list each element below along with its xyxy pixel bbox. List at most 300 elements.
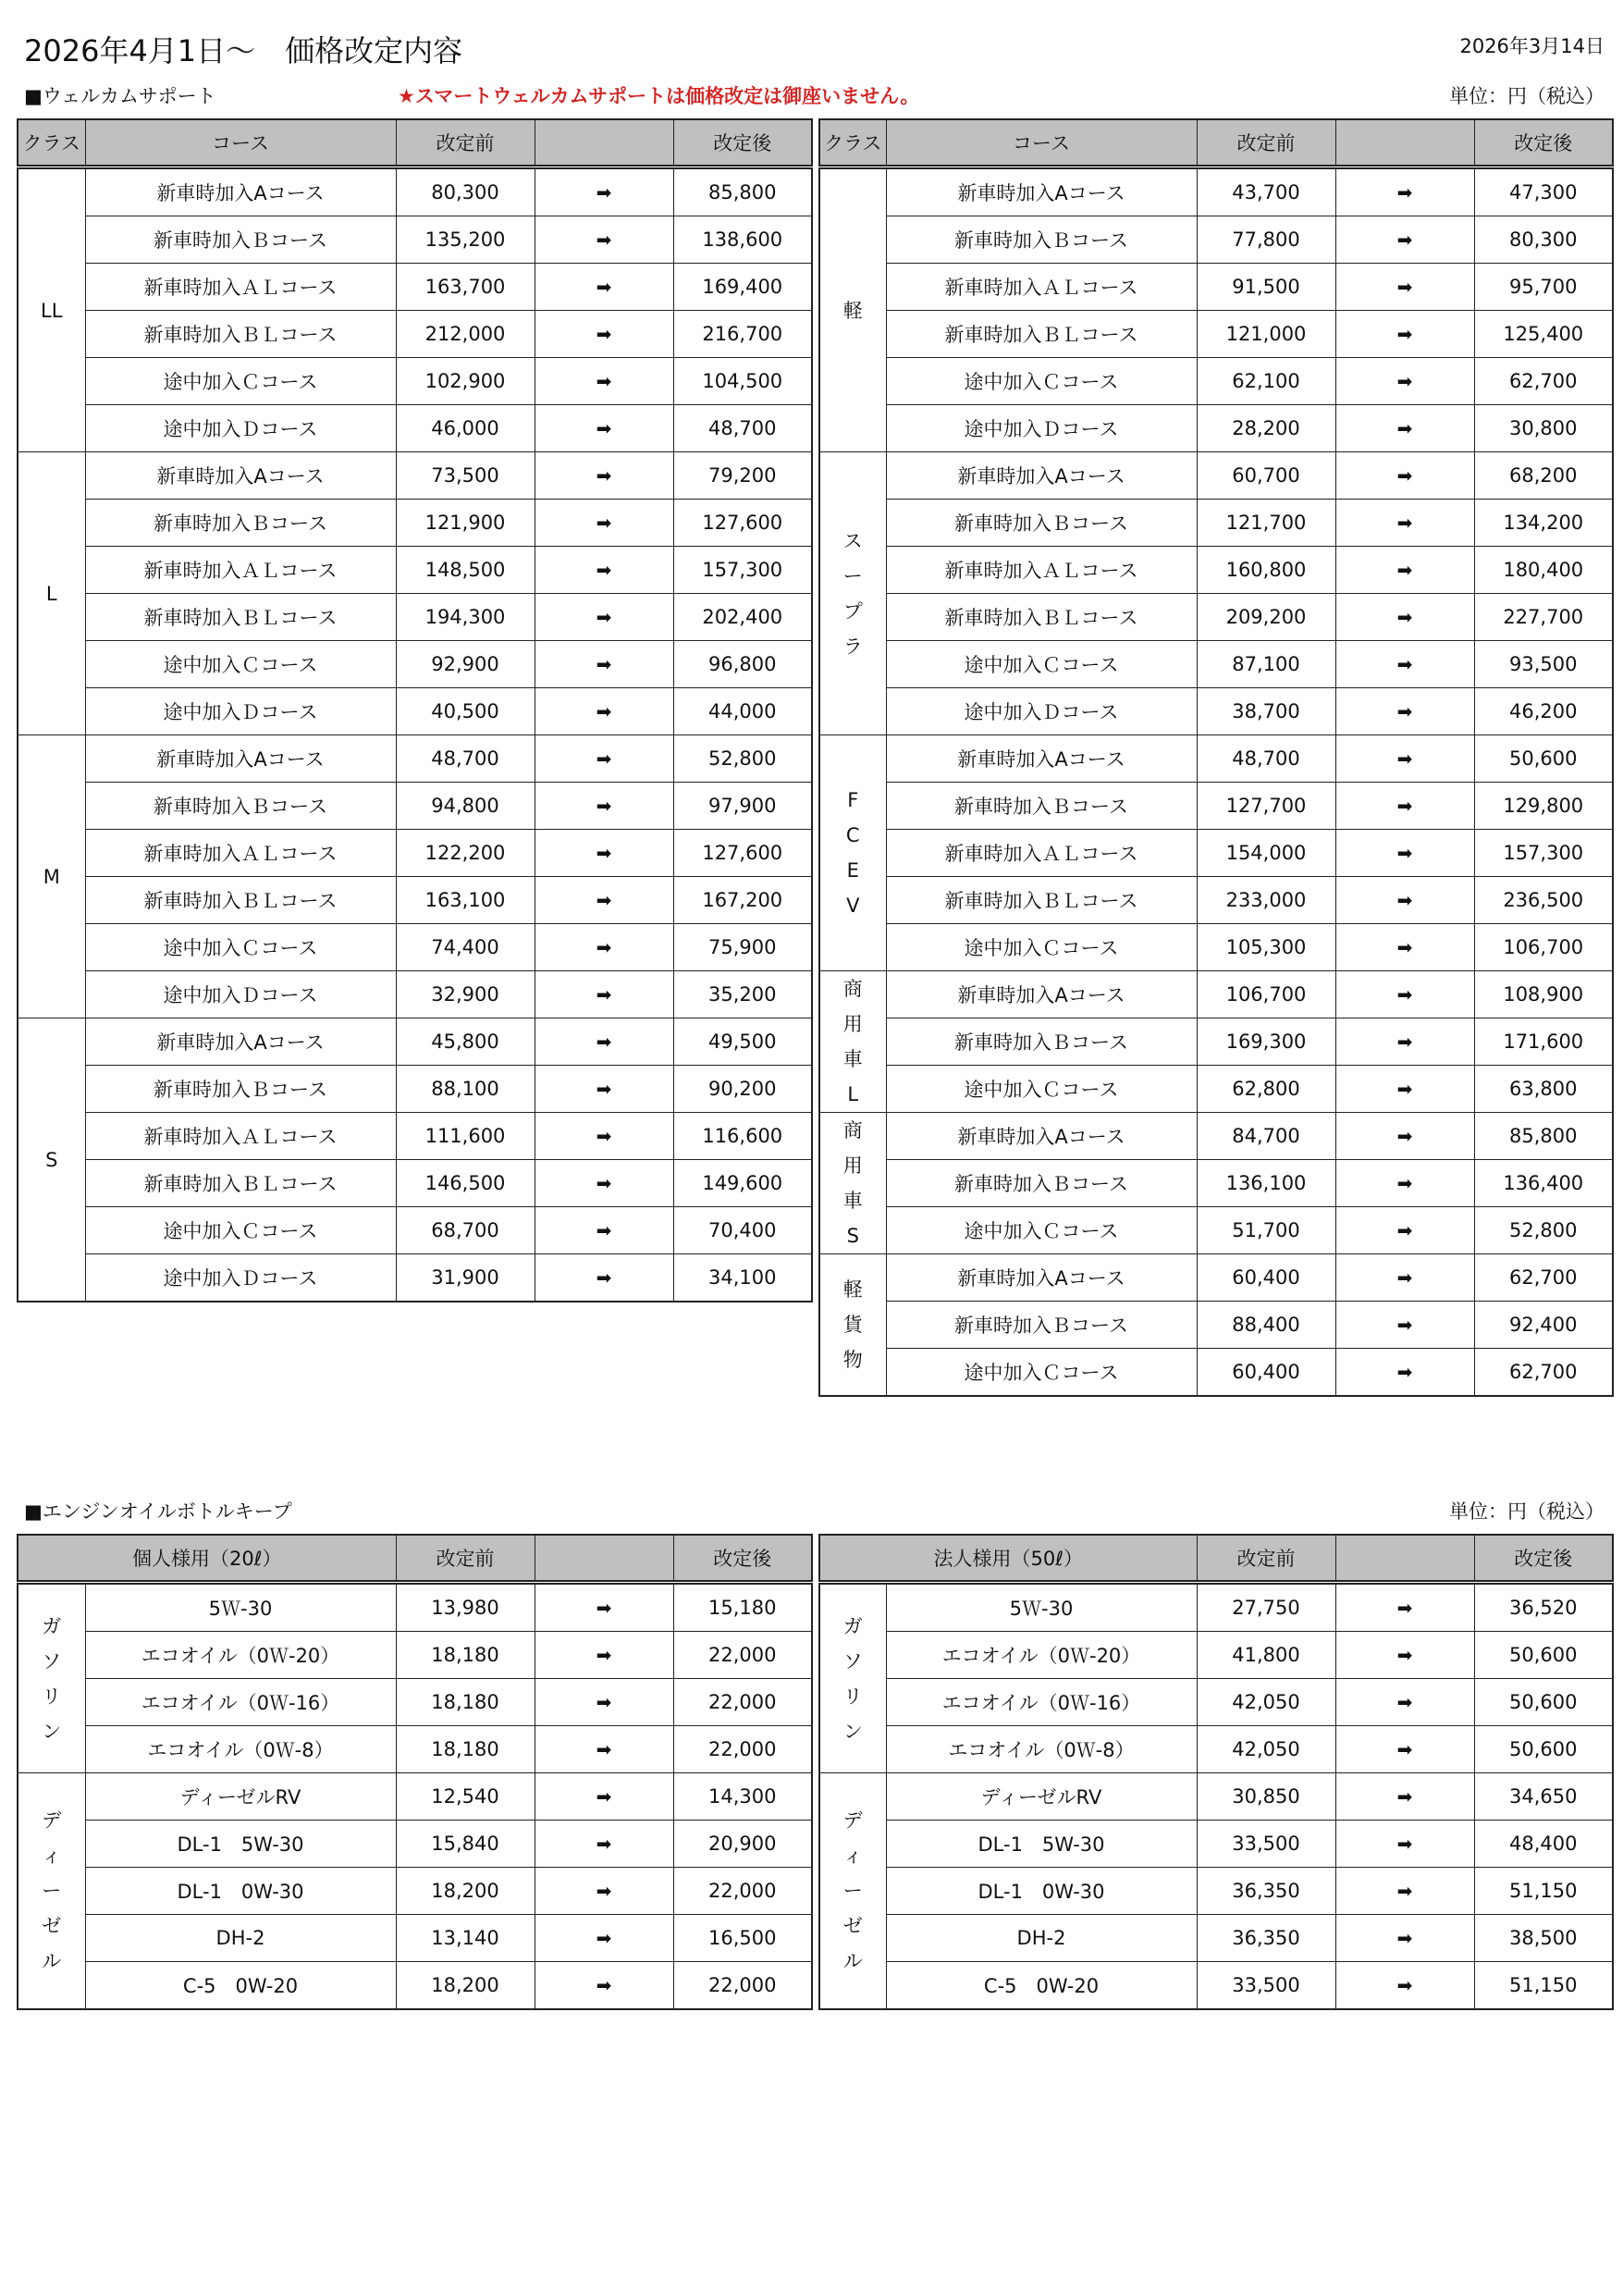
course-cell: 新車時加入ＢＬコース [85,1160,396,1207]
table-row [18,735,812,783]
course-cell: 新車時加入ＡＬコース [886,830,1197,877]
table-row [819,971,1613,1018]
price-before: 18,180 [396,1632,535,1679]
price-after: 38,500 [1474,1915,1613,1962]
price-after: 227,700 [1474,594,1613,641]
course-cell: 新車時加入Aコース [886,735,1197,783]
table-row [819,1207,1613,1254]
price-before: 46,000 [396,405,535,452]
smart-welcome-note: ★スマートウェルカムサポートは価格改定は御座いません。 [398,85,920,107]
price-after: 16,500 [673,1915,812,1962]
col-before: 改定前 [1197,1535,1335,1583]
course-cell: DH-2 [85,1915,396,1962]
price-after: 96,800 [673,641,812,688]
arrow-icon: ➡ [1335,1868,1474,1915]
price-after: 62,700 [1474,1349,1613,1397]
course-cell: エコオイル（0Ｗ-16） [886,1679,1197,1726]
price-after: 216,700 [673,311,812,358]
arrow-icon: ➡ [1335,1302,1474,1349]
price-before: 18,200 [396,1962,535,2010]
price-before: 80,300 [396,167,535,216]
price-after: 22,000 [673,1632,812,1679]
table-row [18,452,812,500]
price-after: 14,300 [673,1773,812,1821]
course-cell: 途中加入Ｃコース [85,358,396,405]
price-before: 13,140 [396,1915,535,1962]
table-row [819,1868,1613,1915]
arrow-icon: ➡ [535,1207,673,1254]
price-before: 42,050 [1197,1679,1335,1726]
arrow-icon: ➡ [535,500,673,547]
course-cell: 途中加入Ｄコース [85,971,396,1018]
arrow-icon: ➡ [535,1679,673,1726]
price-before: 92,900 [396,641,535,688]
course-cell: 新車時加入ＢＬコース [85,311,396,358]
course-cell: DL-1 0W-30 [886,1868,1197,1915]
price-before: 233,000 [1197,877,1335,924]
arrow-icon: ➡ [535,877,673,924]
arrow-icon: ➡ [1335,830,1474,877]
price-after: 48,700 [673,405,812,452]
price-before: 68,700 [396,1207,535,1254]
arrow-icon: ➡ [535,1113,673,1160]
arrow-icon: ➡ [535,1915,673,1962]
arrow-icon: ➡ [535,216,673,264]
arrow-icon: ➡ [535,924,673,971]
table-row [819,1066,1613,1113]
price-after: 97,900 [673,783,812,830]
arrow-icon: ➡ [535,1868,673,1915]
course-cell: 新車時加入Ｂコース [886,1018,1197,1066]
price-before: 102,900 [396,358,535,405]
arrow-icon: ➡ [1335,1066,1474,1113]
table-row [18,688,812,735]
price-before: 154,000 [1197,830,1335,877]
course-cell: 新車時加入Ｂコース [886,1160,1197,1207]
table-row [18,1632,812,1679]
arrow-icon: ➡ [1335,688,1474,735]
price-before: 135,200 [396,216,535,264]
price-before: 48,700 [1197,735,1335,783]
arrow-icon: ➡ [535,735,673,783]
course-cell: 新車時加入Ｂコース [886,500,1197,547]
price-before: 18,180 [396,1726,535,1773]
col-class: クラス [819,119,886,167]
class-cell: 軽貨物 [819,1254,886,1397]
col-arrow [1335,1535,1474,1583]
class-cell: スープラ [819,452,886,735]
table-row [819,1915,1613,1962]
price-after: 108,900 [1474,971,1613,1018]
arrow-icon: ➡ [535,167,673,216]
price-after: 34,100 [673,1254,812,1302]
table-row [18,594,812,641]
price-before: 121,700 [1197,500,1335,547]
arrow-icon: ➡ [535,1160,673,1207]
price-after: 36,520 [1474,1583,1613,1632]
table-row [819,216,1613,264]
price-before: 62,100 [1197,358,1335,405]
price-after: 167,200 [673,877,812,924]
price-before: 15,840 [396,1821,535,1868]
price-after: 20,900 [673,1821,812,1868]
price-after: 79,200 [673,452,812,500]
table-row [819,1679,1613,1726]
col-individual: 個人様用（20ℓ） [18,1535,396,1583]
arrow-icon: ➡ [535,1821,673,1868]
table-row [18,547,812,594]
price-before: 18,180 [396,1679,535,1726]
price-before: 73,500 [396,452,535,500]
price-after: 62,700 [1474,358,1613,405]
price-before: 160,800 [1197,547,1335,594]
price-before: 74,400 [396,924,535,971]
arrow-icon: ➡ [1335,1632,1474,1679]
table-row [18,641,812,688]
price-after: 70,400 [673,1207,812,1254]
price-after: 50,600 [1474,1726,1613,1773]
table-row [18,1868,812,1915]
course-cell: 新車時加入ＢＬコース [886,594,1197,641]
course-cell: 途中加入Ｃコース [886,924,1197,971]
table-row [819,830,1613,877]
arrow-icon: ➡ [1335,1254,1474,1302]
arrow-icon: ➡ [535,358,673,405]
price-after: 63,800 [1474,1066,1613,1113]
price-after: 44,000 [673,688,812,735]
course-cell: 新車時加入Aコース [886,971,1197,1018]
table-row [18,1254,812,1302]
price-after: 116,600 [673,1113,812,1160]
table-row [819,1726,1613,1773]
price-after: 106,700 [1474,924,1613,971]
course-cell: 新車時加入ＡＬコース [886,264,1197,311]
course-cell: 新車時加入Aコース [886,167,1197,216]
arrow-icon: ➡ [1335,1207,1474,1254]
arrow-icon: ➡ [535,830,673,877]
price-before: 51,700 [1197,1207,1335,1254]
col-class: クラス [18,119,85,167]
price-after: 68,200 [1474,452,1613,500]
arrow-icon: ➡ [535,1773,673,1821]
table-row [18,1821,812,1868]
price-before: 40,500 [396,688,535,735]
class-cell: L [18,452,85,735]
arrow-icon: ➡ [1335,1349,1474,1397]
class-cell: 軽 [819,167,886,452]
course-cell: ディーゼルRV [85,1773,396,1821]
price-before: 111,600 [396,1113,535,1160]
table-row [18,877,812,924]
arrow-icon: ➡ [535,1066,673,1113]
welcome-unit-label: 単位：円（税込） [1449,85,1605,107]
course-cell: ディーゼルRV [886,1773,1197,1821]
table-row [819,735,1613,783]
table-row [819,688,1613,735]
table-row [819,924,1613,971]
price-after: 80,300 [1474,216,1613,264]
price-after: 62,700 [1474,1254,1613,1302]
price-before: 31,900 [396,1254,535,1302]
price-after: 22,000 [673,1962,812,2010]
table-row [819,547,1613,594]
price-after: 51,150 [1474,1962,1613,2010]
arrow-icon: ➡ [1335,1113,1474,1160]
price-after: 90,200 [673,1066,812,1113]
price-before: 36,350 [1197,1868,1335,1915]
course-cell: 途中加入Ｃコース [85,924,396,971]
arrow-icon: ➡ [1335,877,1474,924]
course-cell: 途中加入Ｃコース [85,1207,396,1254]
price-after: 95,700 [1474,264,1613,311]
price-before: 84,700 [1197,1113,1335,1160]
price-after: 171,600 [1474,1018,1613,1066]
course-cell: 途中加入Ｃコース [886,358,1197,405]
arrow-icon: ➡ [1335,311,1474,358]
price-before: 194,300 [396,594,535,641]
price-before: 60,700 [1197,452,1335,500]
class-cell: ディーゼル [819,1773,886,2010]
course-cell: 途中加入Ｄコース [85,688,396,735]
price-after: 51,150 [1474,1868,1613,1915]
col-arrow [535,119,673,167]
table-row [18,1066,812,1113]
arrow-icon: ➡ [1335,1583,1474,1632]
arrow-icon: ➡ [1335,405,1474,452]
arrow-icon: ➡ [535,971,673,1018]
price-after: 149,600 [673,1160,812,1207]
table-row [819,1349,1613,1397]
table-row [819,500,1613,547]
course-cell: 新車時加入Aコース [886,452,1197,500]
arrow-icon: ➡ [535,783,673,830]
price-before: 105,300 [1197,924,1335,971]
table-row [18,971,812,1018]
price-after: 30,800 [1474,405,1613,452]
course-cell: 途中加入Ｃコース [886,1066,1197,1113]
arrow-icon: ➡ [1335,641,1474,688]
table-row [18,1113,812,1160]
price-after: 93,500 [1474,641,1613,688]
table-row [18,1962,812,2010]
course-cell: エコオイル（0Ｗ-20） [886,1632,1197,1679]
arrow-icon: ➡ [535,452,673,500]
arrow-icon: ➡ [1335,264,1474,311]
col-after: 改定後 [1474,1535,1613,1583]
price-before: 122,200 [396,830,535,877]
price-after: 50,600 [1474,1679,1613,1726]
price-before: 45,800 [396,1018,535,1066]
course-cell: 新車時加入ＡＬコース [85,547,396,594]
table-row [18,1726,812,1773]
course-cell: 新車時加入Ｂコース [85,1066,396,1113]
col-arrow [535,1535,673,1583]
course-cell: 途中加入Ｄコース [85,1254,396,1302]
price-after: 22,000 [673,1868,812,1915]
price-after: 85,800 [1474,1113,1613,1160]
oil-unit-label: 単位：円（税込） [1449,1500,1605,1523]
price-before: 88,100 [396,1066,535,1113]
price-before: 94,800 [396,783,535,830]
price-after: 47,300 [1474,167,1613,216]
price-before: 30,850 [1197,1773,1335,1821]
table-row [819,1632,1613,1679]
arrow-icon: ➡ [535,1018,673,1066]
price-after: 46,200 [1474,688,1613,735]
arrow-icon: ➡ [535,1632,673,1679]
price-after: 35,200 [673,971,812,1018]
price-after: 52,800 [673,735,812,783]
price-before: 77,800 [1197,216,1335,264]
arrow-icon: ➡ [1335,1915,1474,1962]
price-before: 169,300 [1197,1018,1335,1066]
price-after: 49,500 [673,1018,812,1066]
arrow-icon: ➡ [535,264,673,311]
table-row [819,877,1613,924]
table-row [18,405,812,452]
arrow-icon: ➡ [535,1726,673,1773]
course-cell: 途中加入Ｄコース [886,405,1197,452]
price-before: 33,500 [1197,1821,1335,1868]
price-after: 138,600 [673,216,812,264]
table-row [18,1583,812,1632]
price-after: 127,600 [673,500,812,547]
arrow-icon: ➡ [535,641,673,688]
class-cell: ガソリン [18,1583,85,1773]
course-cell: 新車時加入Aコース [886,1254,1197,1302]
course-cell: 新車時加入ＡＬコース [85,264,396,311]
table-row [819,783,1613,830]
price-after: 52,800 [1474,1207,1613,1254]
table-row [819,1773,1613,1821]
table-row [18,783,812,830]
course-cell: 新車時加入ＢＬコース [886,877,1197,924]
col-before: 改定前 [1197,119,1335,167]
price-before: 28,200 [1197,405,1335,452]
oil-section-title: ■エンジンオイルボトルキープ [24,1500,292,1523]
class-cell: M [18,735,85,1018]
price-before: 121,000 [1197,311,1335,358]
table-row [819,641,1613,688]
price-before: 38,700 [1197,688,1335,735]
price-before: 13,980 [396,1583,535,1632]
price-before: 148,500 [396,547,535,594]
arrow-icon: ➡ [535,1254,673,1302]
table-row [18,1915,812,1962]
arrow-icon: ➡ [1335,1726,1474,1773]
col-after: 改定後 [673,119,812,167]
price-before: 62,800 [1197,1066,1335,1113]
arrow-icon: ➡ [1335,167,1474,216]
table-row [819,1113,1613,1160]
course-cell: DH-2 [886,1915,1197,1962]
price-after: 34,650 [1474,1773,1613,1821]
table-row [819,1302,1613,1349]
course-cell: DL-1 5W-30 [886,1821,1197,1868]
course-cell: 途中加入Ｃコース [886,1349,1197,1397]
arrow-icon: ➡ [1335,1773,1474,1821]
price-before: 36,350 [1197,1915,1335,1962]
table-row [819,594,1613,641]
course-cell: 途中加入Ｃコース [886,1207,1197,1254]
price-after: 134,200 [1474,500,1613,547]
class-cell: S [18,1018,85,1302]
price-after: 85,800 [673,167,812,216]
course-cell: C-5 0W-20 [886,1962,1197,2010]
price-before: 121,900 [396,500,535,547]
price-after: 50,600 [1474,1632,1613,1679]
arrow-icon: ➡ [1335,783,1474,830]
arrow-icon: ➡ [1335,924,1474,971]
table-row [819,1821,1613,1868]
class-cell: 商用車S [819,1113,886,1254]
course-cell: 途中加入Ｃコース [886,641,1197,688]
arrow-icon: ➡ [1335,1018,1474,1066]
arrow-icon: ➡ [1335,1962,1474,2010]
price-after: 22,000 [673,1679,812,1726]
course-cell: 新車時加入Ｂコース [85,783,396,830]
arrow-icon: ➡ [535,547,673,594]
price-after: 15,180 [673,1583,812,1632]
price-after: 22,000 [673,1726,812,1773]
arrow-icon: ➡ [1335,216,1474,264]
table-row [819,1962,1613,2010]
welcome-table-right [818,118,1614,1397]
arrow-icon: ➡ [535,594,673,641]
table-row [18,1018,812,1066]
table-row [18,1773,812,1821]
course-cell: 新車時加入ＢＬコース [85,594,396,641]
price-after: 236,500 [1474,877,1613,924]
price-after: 180,400 [1474,547,1613,594]
course-cell: 新車時加入ＢＬコース [85,877,396,924]
price-before: 163,700 [396,264,535,311]
table-row [18,264,812,311]
table-row [819,167,1613,216]
price-before: 33,500 [1197,1962,1335,2010]
table-row [18,1679,812,1726]
table-row [18,830,812,877]
table-row [819,405,1613,452]
course-cell: エコオイル（0Ｗ-8） [85,1726,396,1773]
price-before: 43,700 [1197,167,1335,216]
table-row [18,1207,812,1254]
price-before: 127,700 [1197,783,1335,830]
col-before: 改定前 [396,1535,535,1583]
arrow-icon: ➡ [1335,971,1474,1018]
course-cell: 新車時加入Aコース [85,167,396,216]
table-row [18,311,812,358]
table-row [819,1018,1613,1066]
price-before: 88,400 [1197,1302,1335,1349]
course-cell: 5Ｗ-30 [886,1583,1197,1632]
price-before: 41,800 [1197,1632,1335,1679]
col-course: コース [85,119,396,167]
arrow-icon: ➡ [535,311,673,358]
course-cell: 新車時加入Aコース [886,1113,1197,1160]
col-arrow [1335,119,1474,167]
arrow-icon: ➡ [1335,1160,1474,1207]
col-after: 改定後 [1474,119,1613,167]
table-row [18,167,812,216]
table-row [18,924,812,971]
class-cell: 商用車L [819,971,886,1113]
price-before: 12,540 [396,1773,535,1821]
price-before: 163,100 [396,877,535,924]
price-after: 157,300 [1474,830,1613,877]
price-after: 169,400 [673,264,812,311]
col-after: 改定後 [673,1535,812,1583]
